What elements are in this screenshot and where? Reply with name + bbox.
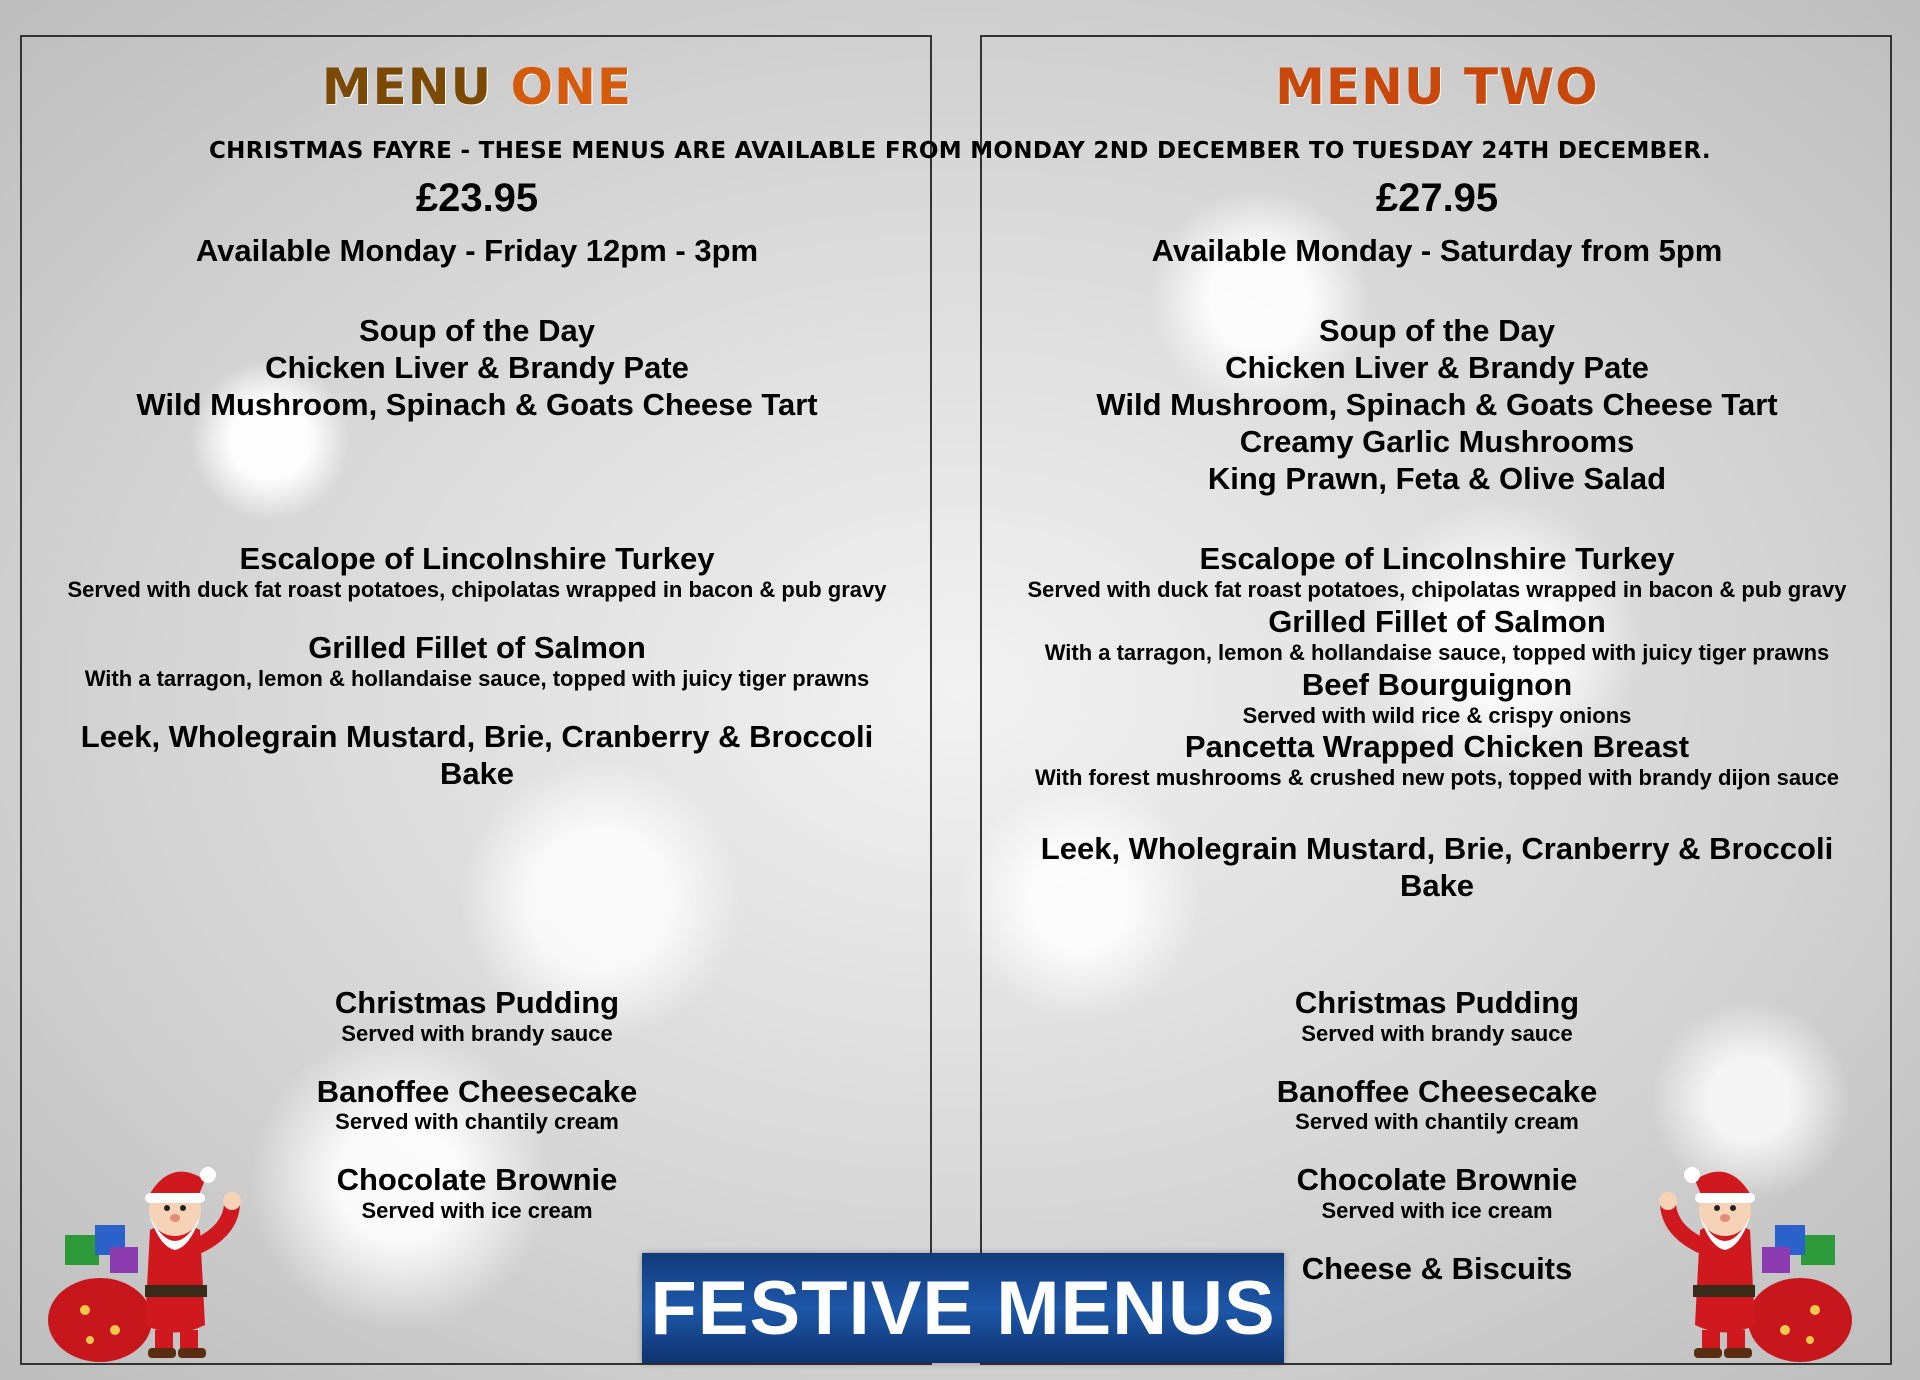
menu-two-main: Pancetta Wrapped Chicken Breast xyxy=(1184,729,1690,764)
menu-two-price: £27.95 xyxy=(1375,176,1499,220)
menu-two-starter: King Prawn, Feta & Olive Salad xyxy=(1207,461,1667,496)
menu-two-title-word1: MENU xyxy=(1275,58,1446,116)
menu-one-dessert: Christmas Pudding xyxy=(334,985,620,1020)
menu-one-dessert-desc: Served with chantily cream xyxy=(335,1109,619,1134)
menu-two-starter: Soup of the Day xyxy=(1319,313,1555,348)
menu-one-starter: Soup of the Day xyxy=(359,313,595,348)
menu-two-dessert-desc: Served with ice cream xyxy=(1321,1198,1553,1223)
festive-menus-banner xyxy=(642,1253,1284,1363)
menu-two-main: Leek, Wholegrain Mustard, Brie, Cranberry & Broccoli xyxy=(1040,831,1834,866)
menu-two-starter: Wild Mushroom, Spinach & Goats Cheese Tart xyxy=(1096,387,1778,422)
menu-two-main: Beef Bourguignon xyxy=(1301,667,1573,702)
menu-two-main-desc: Served with wild rice & crispy onions xyxy=(1242,703,1632,728)
menu-two-dessert-desc: Served with chantily cream xyxy=(1295,1109,1579,1134)
festive-menus-banner-text: FESTIVE MENUS xyxy=(650,1265,1276,1351)
menu-two-main: Grilled Fillet of Salmon xyxy=(1268,604,1606,639)
menu-one-main: Leek, Wholegrain Mustard, Brie, Cranberry & Broccoli xyxy=(80,719,874,754)
menu-two-main: Escalope of Lincolnshire Turkey xyxy=(1199,541,1675,576)
menu-two-dessert: Cheese & Biscuits xyxy=(1301,1251,1573,1286)
menu-one-dessert: Banoffee Cheesecake xyxy=(316,1074,638,1109)
menu-one-main-desc: With a tarragon, lemon & hollandaise sauce, topped with juicy tiger prawns xyxy=(84,666,870,691)
menu-two-dessert-desc: Served with brandy sauce xyxy=(1301,1021,1573,1046)
menu-one-main-desc: Served with duck fat roast potatoes, chipolatas wrapped in bacon & pub gravy xyxy=(67,577,887,602)
menu-two-starter: Creamy Garlic Mushrooms xyxy=(1239,424,1635,459)
menu-one-dessert: Chocolate Brownie xyxy=(336,1162,618,1197)
santa-right-icon xyxy=(1640,1135,1870,1365)
menu-one-starter: Wild Mushroom, Spinach & Goats Cheese Tart xyxy=(136,387,818,422)
menu-two-dessert: Christmas Pudding xyxy=(1294,985,1580,1020)
menu-one-dessert-desc: Served with brandy sauce xyxy=(341,1021,613,1046)
menu-two-availability: Available Monday - Saturday from 5pm xyxy=(1151,233,1723,268)
menu-one-main: Bake xyxy=(439,756,515,791)
menu-one-title xyxy=(22,58,932,116)
menu-two-dessert: Banoffee Cheesecake xyxy=(1276,1074,1598,1109)
menu-two-dessert: Chocolate Brownie xyxy=(1296,1162,1578,1197)
santa-left-icon xyxy=(30,1135,260,1365)
menu-one-title-word2: ONE xyxy=(510,58,633,116)
availability-banner: CHRISTMAS FAYRE - THESE MENUS ARE AVAILABLE FROM MONDAY 2ND DECEMBER TO TUESDAY 24TH DECEMBER. xyxy=(209,138,1711,164)
menu-two-title-word2: TWO xyxy=(1464,58,1599,116)
menu-two-starter: Chicken Liver & Brandy Pate xyxy=(1225,350,1649,385)
menu-one-starter: Chicken Liver & Brandy Pate xyxy=(265,350,689,385)
menu-two-main-desc: With a tarragon, lemon & hollandaise sauce, topped with juicy tiger prawns xyxy=(1044,640,1830,665)
menu-one-main: Escalope of Lincolnshire Turkey xyxy=(239,541,715,576)
menu-one-availability: Available Monday - Friday 12pm - 3pm xyxy=(195,233,759,268)
menu-one-title-word1: MENU xyxy=(321,58,493,116)
menu-two-main-desc: Served with duck fat roast potatoes, chipolatas wrapped in bacon & pub gravy xyxy=(1027,577,1847,602)
menu-one-price: £23.95 xyxy=(415,176,539,220)
menu-one-dessert-desc: Served with ice cream xyxy=(361,1198,593,1223)
menu-two-main: Bake xyxy=(1399,868,1475,903)
menu-two-main-desc: With forest mushrooms & crushed new pots, topped with brandy dijon sauce xyxy=(1034,765,1840,790)
menu-two-title xyxy=(982,58,1892,116)
menu-one-main: Grilled Fillet of Salmon xyxy=(308,630,646,665)
